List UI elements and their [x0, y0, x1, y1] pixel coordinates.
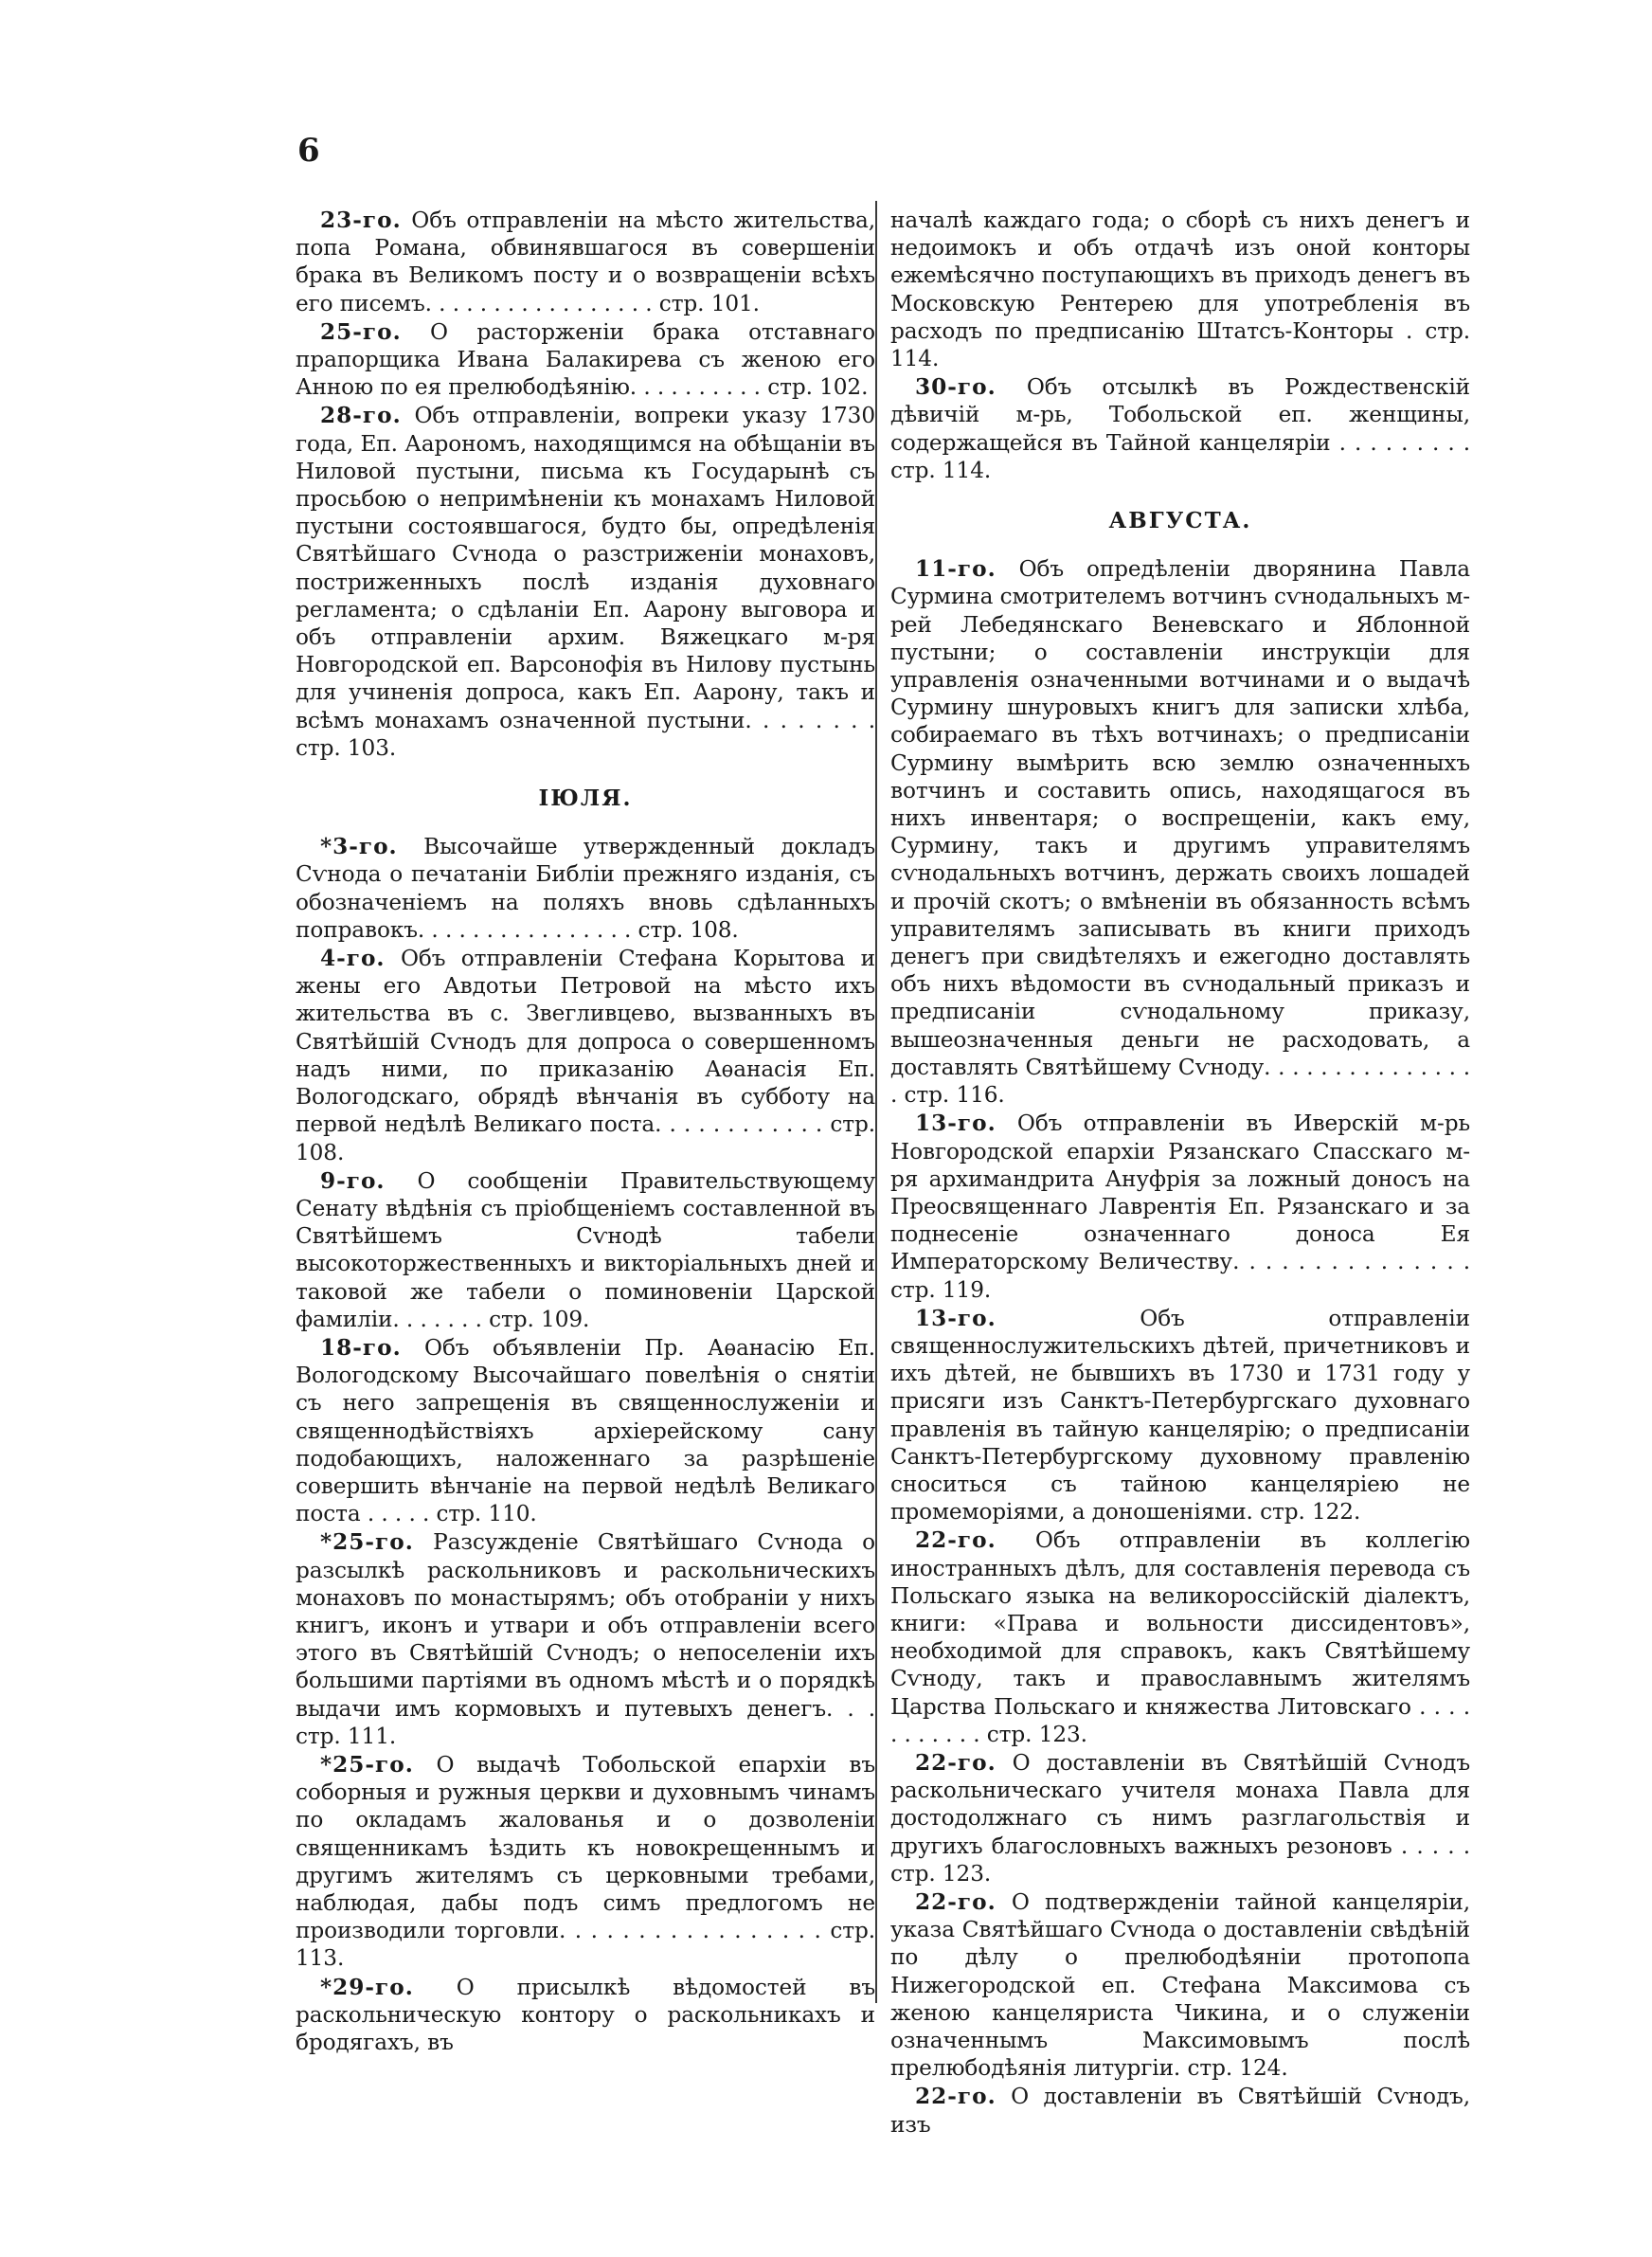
entry-text: Объ отправленіи въ Иверскій м-рь Новгородской епархіи Рязанскаго Спасскаго м-ря архимандрита Ануфрія за ложный доносъ на Преосвященнаго Лаврентія Еп. Рязанскаго и за поднесеніе означеннаго доноса Ея Императорскому Величеству. . . . . . . . . . . . . . . стр. 119.	[890, 1110, 1470, 1303]
register-entry	[890, 1888, 1470, 2082]
entry-date: 22-го.	[915, 2084, 997, 2110]
register-entry	[296, 1974, 875, 2057]
entry-date: 23-го.	[320, 208, 402, 233]
entry-text: Объ отправленіи въ коллегію иностранныхъ дѣлъ, для составленія перевода съ Польскаго языка на великороссійскій діалектъ, книги: «Права и вольности диссидентовъ», необходимой для справокъ, какъ Святѣйшему Сѵноду, такъ и православнымъ жителямъ Царства Польскаго и княжества Литовскаго . . . . . . . . . . . стр. 123.	[890, 1527, 1470, 1747]
entry-date: 4-го.	[320, 946, 386, 972]
page-number: 6	[297, 132, 320, 170]
register-entry	[890, 2083, 1470, 2138]
register-entry	[890, 1110, 1470, 1303]
entry-date: *25-го.	[320, 1529, 414, 1556]
entry-text: Объ отправленіи Стефана Корытова и жены его Авдотьи Петровой на мѣсто ихъ жительства въ с. Звегливцево, вызванныхъ въ Святѣйшій Сѵнодъ для допроса о совершенномъ надъ ними, по приказанію Аѳанасія Еп. Вологодскаго, обрядѣ вѣнчанія въ субботу на первой недѣлѣ Великаго поста. . . . . . . . . . . . стр. 108.	[296, 946, 875, 1165]
register-entry	[296, 945, 875, 1166]
entry-date: 28-го.	[320, 403, 402, 429]
right-entries-bottom	[890, 555, 1470, 2139]
entry-date: 22-го.	[915, 1749, 997, 1776]
entry-date: 22-го.	[915, 1527, 997, 1554]
register-entry	[296, 1528, 875, 1750]
entry-text: Высочайше утвержденный докладъ Сѵнода о печатаніи Библіи прежняго изданія, съ обозначеніемъ на поляхъ вновь сдѣланныхъ поправокъ. . . . . . . . . . . . . . . . стр. 108.	[296, 834, 875, 943]
entry-text: Объ отправленіи священнослужительскихъ дѣтей, причетниковъ и ихъ дѣтей, не бывшихъ въ 1730 и 1731 году у присяги изъ Санктъ-Петербургскаго духовнаго правленія въ тайную канцелярію; о предписаніи Санктъ-Петербургскому духовному правленію сноситься съ тайною канцеляріею не промеморіями, а доношеніями. стр. 122.	[890, 1305, 1470, 1526]
register-entry	[296, 402, 875, 762]
month-heading-july: ІЮЛЯ.	[538, 785, 633, 812]
register-entry	[890, 207, 1470, 372]
entry-date: *25-го.	[320, 1751, 414, 1778]
entry-text: О доставленіи въ Святѣйшій Сѵнодъ раскольническаго учителя монаха Павла для достодолжнаго съ нимъ разглагольствія и другихъ благословныхъ важныхъ резоновъ . . . . . стр. 123.	[890, 1749, 1470, 1887]
entry-text: началѣ каждаго года; о сборѣ съ нихъ денегъ и недоимокъ и объ отдачѣ изъ оной конторы ежемѣсячно поступающихъ въ приходъ денегъ въ Московскую Рентерею для употребленія въ расходъ по предписанію Штатсъ-Конторы . стр. 114.	[890, 208, 1470, 372]
entry-text: Объ объявленіи Пр. Аѳанасію Еп. Вологодскому Высочайшаго повелѣнія о снятіи съ него запрещенія въ священнослуженіи и священнодѣйствіяхъ архіерейскому сану подобающихъ, наложеннаго за разрѣшеніе совершить вѣнчаніе на первой недѣлѣ Великаго поста . . . . . стр. 110.	[296, 1334, 875, 1527]
entry-text: Объ отправленіи, вопреки указу 1730 года, Еп. Аарономъ, находящимся на обѣщаніи въ Ниловой пустыни, письма къ Государынѣ съ просьбою о непримѣненіи къ монахамъ Ниловой пустыни состоявшагося, будто бы, опредѣленія Святѣйшаго Сѵнода о разстриженіи монаховъ, постриженныхъ послѣ изданія духовнаго регламента; о сдѣланіи Еп. Аарону выговора и объ отправленіи архим. Вяжецкаго м-ря Новгородской еп. Варсонофія въ Нилову пустынь для учиненія допроса, какъ Еп. Аарону, такъ и всѣмъ монахамъ означенной пустыни. . . . . . . . стр. 103.	[296, 403, 875, 761]
register-entry	[296, 207, 875, 317]
entry-text: О доставленіи въ Святѣйшій Сѵнодъ, изъ	[890, 2084, 1470, 2138]
entry-text: О сообщеніи Правительствующему Сенату вѣдѣнія съ пріобщеніемъ составленной въ Святѣйшемъ Сѵнодѣ табели высокоторжественныхъ и викторіальныхъ дней и таковой же табели о поминовеніи Царской фамиліи. . . . . . . стр. 109.	[296, 1167, 875, 1332]
entry-date: 13-го.	[915, 1305, 997, 1331]
left-entries-top	[296, 207, 875, 762]
left-column	[296, 207, 875, 2057]
entry-date: 13-го.	[915, 1110, 997, 1137]
register-entry	[296, 1167, 875, 1333]
register-entry	[296, 318, 875, 402]
entry-text: Объ опредѣленіи дворянина Павла Сурмина смотрителемъ вотчинъ сѵнодальныхъ м-рей Лебедянскаго Веневскаго и Яблонной пустыни; о составленіи инструкціи для управленія означенными вотчинами и о выдачѣ Сурмину шнуровыхъ книгъ для записки хлѣба, собираемаго въ тѣхъ вотчинахъ; о предписаніи Сурмину вымѣрить всю землю означенныхъ вотчинъ и составить опись, находящагося въ нихъ инвентаря; о воспрещеніи, какъ ему, Сурмину, такъ и другимъ управителямъ сѵнодальныхъ вотчинъ, держать своихъ лошадей и прочій скотъ; о вмѣненіи въ обязанность всѣмъ управителямъ записывать въ книги приходъ денегъ при свидѣтеляхъ и ежегодно доставлять объ нихъ вѣдомости въ сѵнодальный приказъ и предписаніи сѵнодальному приказу, вышеозначенныя деньги не расходовать, а доставлять Святѣйшему Сѵноду. . . . . . . . . . . . . . . . стр. 116.	[890, 556, 1471, 1109]
register-entry	[890, 555, 1470, 1109]
entry-date: 11-го.	[915, 556, 997, 583]
right-entries-top	[890, 207, 1470, 484]
left-entries-bottom	[296, 833, 875, 2056]
entry-date: 9-го.	[320, 1167, 386, 1194]
entry-date: 25-го.	[320, 318, 402, 345]
entry-date: 30-го.	[915, 374, 997, 401]
entry-text: Объ отсылкѣ въ Рождественскій дѣвичій м-рь, Тобольской еп. женщины, содержащейся въ Тайной канцеляріи . . . . . . . . . стр. 114.	[890, 374, 1470, 483]
register-entry	[296, 833, 875, 944]
entry-date: *3-го.	[320, 834, 398, 860]
entry-date: *29-го.	[320, 1974, 414, 2000]
entry-date: 18-го.	[320, 1334, 402, 1361]
register-entry	[890, 373, 1470, 484]
register-entry	[296, 1334, 875, 1527]
entry-text: Объ отправленіи на мѣсто жительства, попа Романа, обвинявшагося въ совершеніи брака въ Великомъ посту и о возвращеніи всѣхъ его писемъ. . . . . . . . . . . . . . . . . стр. 101.	[296, 208, 875, 316]
register-entry	[296, 1751, 875, 1973]
month-heading-august: АВГУСТА.	[1108, 508, 1252, 534]
entry-text: О присылкѣ вѣдомостей въ раскольническую контору о раскольникахъ и бродягахъ, въ	[296, 1974, 875, 2055]
register-entry	[890, 1749, 1470, 1887]
entry-text: Разсужденіе Святѣйшаго Сѵнода о разсылкѣ раскольниковъ и раскольническихъ монаховъ по монастырямъ; объ отобраніи у нихъ книгъ, иконъ и утвари и объ отправленіи всего этого въ Святѣйшій Сѵнодъ; о непоселеніи ихъ большими партіями въ одномъ мѣстѣ и о порядкѣ выдачи имъ кормовыхъ и путевыхъ денегъ. . . стр. 111.	[296, 1529, 875, 1749]
entry-text: О расторженіи брака отставнаго прапорщика Ивана Балакирева съ женою его Анною по ея прелюбодѣянію. . . . . . . . . . стр. 102.	[296, 318, 875, 401]
entry-text: О подтвержденіи тайной канцеляріи, указа Святѣйшаго Сѵнода о доставленіи свѣдѣній по дѣлу о прелюбодѣяніи протопопа Нижегородской еп. Стефана Максимова съ женою канцеляриста Чикина, и о служеніи означеннымъ Максимовымъ послѣ прелюбодѣянія литургіи. стр. 124.	[890, 1888, 1470, 2082]
entry-text: О выдачѣ Тобольской епархіи въ соборныя и ружныя церкви и духовнымъ чинамъ по окладамъ жалованья и о дозволеніи священникамъ ѣздить къ новокрещеннымъ и другимъ жителямъ съ церковными требами, наблюдая, дабы подъ симъ предлогомъ не производили торговли. . . . . . . . . . . . . . . . . стр. 113.	[296, 1751, 875, 1972]
entry-date: 22-го.	[915, 1888, 997, 1915]
register-entry	[890, 1305, 1470, 1526]
register-entry	[890, 1526, 1470, 1748]
column-divider	[875, 201, 877, 2003]
right-column	[890, 207, 1470, 2140]
